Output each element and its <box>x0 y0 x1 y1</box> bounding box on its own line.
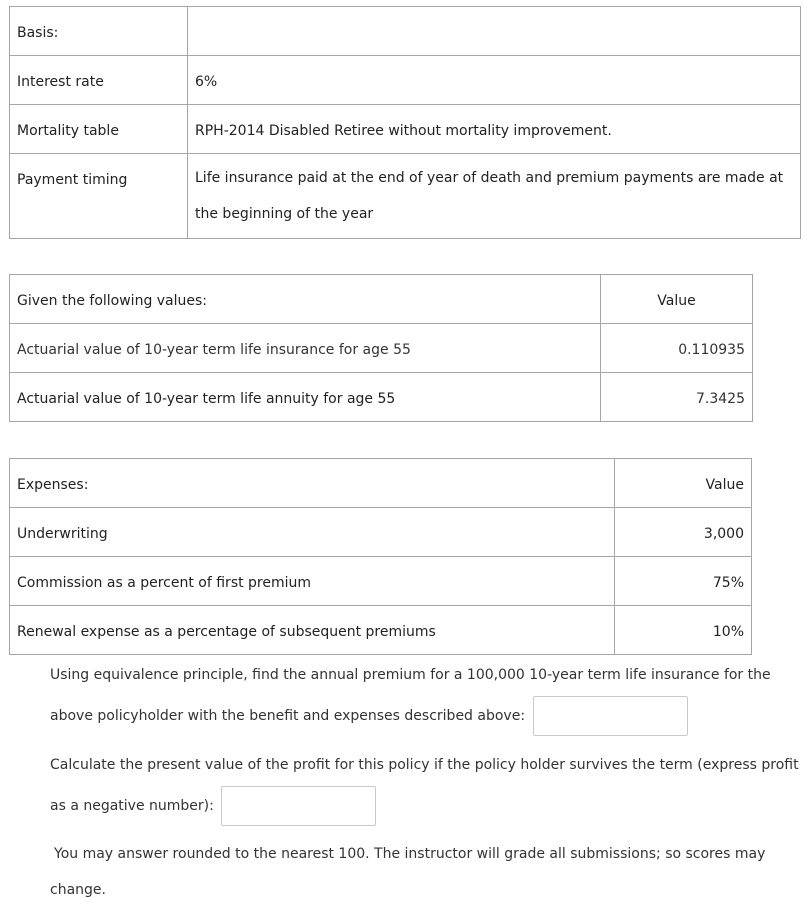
table-row-value <box>615 508 752 557</box>
values-header: Given the following values: <box>17 293 208 309</box>
table-row-value <box>615 606 752 655</box>
profit-question-text: Calculate the present value of the profit for this policy if the policy holder survives the term (express profit as a negative number): <box>50 757 799 814</box>
premium-question <box>50 655 800 737</box>
values-value-header-cell <box>601 275 753 324</box>
values-table <box>9 274 753 422</box>
interest-rate-label: Interest rate <box>17 74 104 90</box>
renewal-expense-label: Renewal expense as a percentage of subsequent premiums <box>17 624 436 640</box>
commission-label: Commission as a percent of first premium <box>17 575 312 591</box>
insurance-value-label: Actuarial value of 10-year term life insurance for age 55 <box>17 342 411 358</box>
interest-rate-value: 6% <box>195 74 218 90</box>
annuity-value-label: Actuarial value of 10-year term life annuity for age 55 <box>17 391 396 407</box>
premium-question-text: Using equivalence principle, find the annual premium for a 100,000 10-year term life insurance for the above policyholder with the benefit and expenses described above: <box>50 667 771 724</box>
values-header-cell <box>10 275 601 324</box>
profit-answer-input[interactable] <box>221 786 376 826</box>
basis-header: Basis: <box>17 25 59 41</box>
table-row-value <box>601 373 753 422</box>
interest-rate-label-cell <box>10 56 188 105</box>
mortality-table-value: RPH-2014 Disabled Retiree without mortality improvement. <box>195 123 612 139</box>
mortality-table-label-cell <box>10 105 188 154</box>
underwriting-value: 3,000 <box>703 526 744 542</box>
basis-header-cell <box>10 7 188 56</box>
table-row <box>10 508 615 557</box>
interest-rate-value-cell <box>188 56 801 105</box>
rounding-note-text: You may answer rounded to the nearest 100. The instructor will grade all submissions; so scores may change. <box>50 846 766 898</box>
expenses-table <box>9 458 752 655</box>
renewal-expense-value: 10% <box>712 624 744 640</box>
table-row <box>10 606 615 655</box>
table-row <box>10 373 601 422</box>
basis-table <box>9 6 801 239</box>
table-row <box>10 324 601 373</box>
expenses-value-header: Value <box>705 477 744 493</box>
table-row <box>10 557 615 606</box>
payment-timing-label-cell <box>10 154 188 239</box>
table-row-value <box>601 324 753 373</box>
expenses-header: Expenses: <box>17 477 89 493</box>
expenses-value-header-cell <box>615 459 752 508</box>
annuity-value: 7.3425 <box>696 391 745 407</box>
underwriting-label: Underwriting <box>17 526 108 542</box>
payment-timing-value: Life insurance paid at the end of year of death and premium payments are made at the beginning of the year <box>195 170 784 222</box>
basis-header-empty-cell <box>188 7 801 56</box>
premium-answer-input[interactable] <box>533 696 688 736</box>
expenses-header-cell <box>10 459 615 508</box>
rounding-note <box>50 836 800 908</box>
values-value-header: Value <box>657 293 696 309</box>
mortality-table-label: Mortality table <box>17 123 119 139</box>
table-row-value <box>615 557 752 606</box>
payment-timing-value-cell <box>188 154 801 239</box>
commission-value: 75% <box>712 575 744 591</box>
insurance-value: 0.110935 <box>678 342 745 358</box>
profit-question <box>50 745 800 827</box>
payment-timing-label: Payment timing <box>17 172 128 188</box>
